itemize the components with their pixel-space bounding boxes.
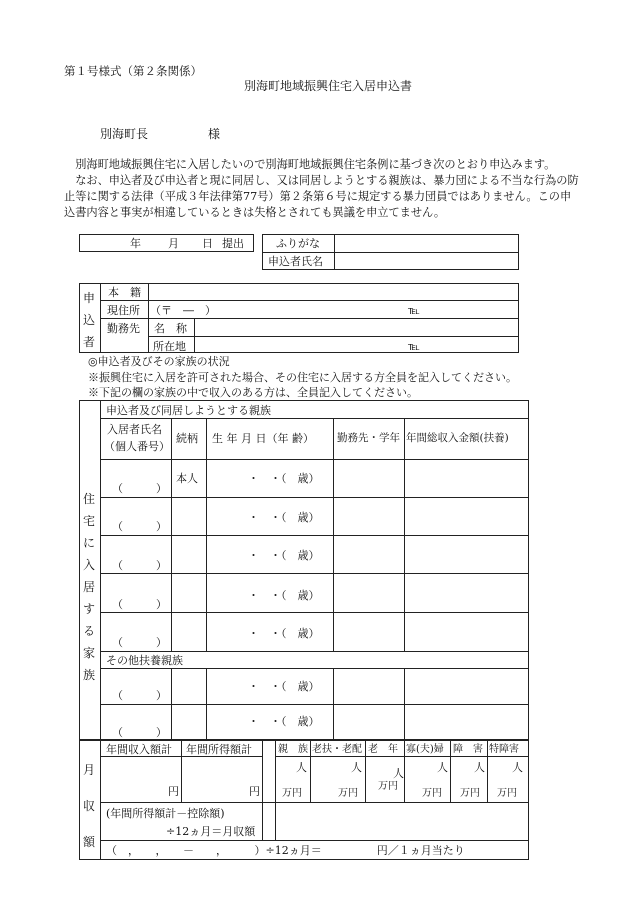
applicant-name-input[interactable]	[336, 253, 518, 269]
formula-line-2: ÷12ヵ月＝月収額	[166, 825, 256, 838]
monthly-side-label: 月 収 額	[83, 763, 96, 849]
income-yen-unit: 円	[168, 785, 179, 798]
monthly-calc-line[interactable]: （ ， ， － ， ）÷12ヵ月＝ 円／１ヵ月当たり	[106, 844, 465, 857]
dep-special-disabled-label: 特障害	[489, 744, 519, 755]
family-row-2-paren[interactable]: （ ）	[112, 520, 167, 533]
monthly-income-table	[79, 740, 529, 860]
workplace-label: 勤務先	[107, 322, 140, 335]
note-family-status: ◎申込者及びその家族の状況	[88, 355, 230, 368]
family-section-title: 申込者及び同居しようとする親族	[106, 404, 271, 417]
honseki-label: 本 籍	[108, 286, 141, 299]
dep-widow-unit: 人	[437, 761, 448, 774]
col-income-header: 年間総収入金額(扶養)	[406, 432, 509, 444]
dep-elderly-label: 老 年	[368, 744, 398, 755]
dep-elderly-spouse-sub: 万円	[338, 788, 358, 799]
dep-disabled-sub: 万円	[460, 788, 480, 799]
family-row-1-paren[interactable]: （ ）	[112, 482, 167, 495]
col-relation-header: 続柄	[176, 432, 198, 445]
dep-disabled-label: 障 害	[453, 744, 483, 755]
addressee: 別海町長	[100, 127, 149, 141]
furigana-label: ふりがな	[276, 237, 320, 250]
annual-income-total-label: 年間収入額計	[106, 743, 172, 756]
col-birth-header: 生 年 月 日（年 齢）	[212, 432, 314, 445]
dep-relatives-label: 親 族	[278, 744, 308, 755]
family-row-3-birth[interactable]: ・ ・（ 歳）	[248, 549, 320, 562]
family-row-2-birth[interactable]: ・ ・（ 歳）	[248, 511, 320, 524]
dep-disabled-unit: 人	[474, 761, 485, 774]
family-row-1-birth[interactable]: ・ ・（ 歳）	[248, 472, 320, 485]
earnings-yen-unit: 円	[249, 785, 260, 798]
col-name-header: 入居者氏名	[107, 423, 162, 436]
other-row-2-paren[interactable]: （ ）	[112, 726, 167, 739]
submit-month: 月	[168, 237, 179, 250]
addressee-honorific: 様	[208, 127, 221, 141]
workplace-location-label: 所在地	[153, 340, 186, 353]
note-all-residents: ※振興住宅に入居を許可された場合、その住宅に入居する方全員を記入してください。	[88, 371, 517, 384]
tel-label: ℡	[408, 304, 420, 317]
family-side-label: 住 宅 に 入 居 す る 家 族	[83, 492, 96, 682]
submit-label: 提出	[222, 237, 244, 250]
postal-code[interactable]: （〒 ― ）	[150, 304, 216, 317]
col-personal-number-header: （個人番号）	[104, 440, 170, 453]
intro-paragraph-1: 別海町地域振興住宅に入居したいので別海町地域振興住宅条例に基づき次のとおり申込みます。	[64, 158, 556, 171]
form-number: 第１号様式（第２条関係）	[64, 64, 202, 78]
workplace-name-label: 名 称	[154, 322, 187, 335]
note-income-earners: ※下記の欄の家族の中で収入のある方は、全員記入してください。	[88, 386, 418, 399]
other-dependents-title: その他扶養親族	[106, 654, 183, 667]
dep-elderly-unit: 人	[393, 767, 404, 780]
dep-elderly-sub: 万円	[378, 781, 398, 792]
dep-elderly-spouse-unit: 人	[351, 761, 362, 774]
dep-relatives-sub: 万円	[282, 788, 302, 799]
page-title: 別海町地域振興住宅入居申込書	[244, 79, 413, 93]
other-row-2-birth[interactable]: ・ ・（ 歳）	[248, 715, 320, 728]
dep-elderly-spouse-label: 老扶・老配	[312, 744, 362, 755]
dep-relatives-unit: 人	[296, 761, 307, 774]
intro-paragraph-2: なお、申込者及び申込者と現に同居し、又は同居しようとする親族は、暴力団による不当な行為の防止等に関する法律（平成３年法律第77号）第２条第６号に規定する暴力団員ではありません。この申込書内容と事実が相違しているときは失格とされても異議を申立てません。	[64, 174, 579, 219]
dep-special-disabled-sub: 万円	[497, 788, 517, 799]
formula-line-1: (年間所得額計－控除額)	[106, 807, 225, 820]
col-work-header: 勤務先・学年	[337, 432, 400, 444]
furigana-input[interactable]	[336, 235, 518, 251]
dep-widow-label: 寡(夫)婦	[406, 744, 444, 755]
submit-year: 年	[130, 237, 141, 250]
workplace-tel-label: ℡	[408, 340, 420, 353]
submit-day: 日	[202, 237, 213, 250]
other-row-1-birth[interactable]: ・ ・（ 歳）	[248, 680, 320, 693]
family-row-3-paren[interactable]: （ ）	[112, 559, 167, 572]
other-row-1-paren[interactable]: （ ）	[112, 689, 167, 702]
applicant-side-label: 申 込 者	[83, 291, 96, 349]
dep-widow-sub: 万円	[422, 788, 442, 799]
current-address-label: 現住所	[107, 304, 140, 317]
family-row-5-paren[interactable]: （ ）	[112, 636, 167, 649]
applicant-name-label: 申込者氏名	[268, 255, 323, 268]
dep-special-disabled-unit: 人	[512, 761, 523, 774]
family-row-4-paren[interactable]: （ ）	[112, 598, 167, 611]
family-row-5-birth[interactable]: ・ ・（ 歳）	[248, 627, 320, 640]
family-row-1-self: 本人	[176, 472, 198, 485]
family-row-4-birth[interactable]: ・ ・（ 歳）	[248, 589, 320, 602]
annual-earnings-total-label: 年間所得額計	[186, 743, 252, 756]
